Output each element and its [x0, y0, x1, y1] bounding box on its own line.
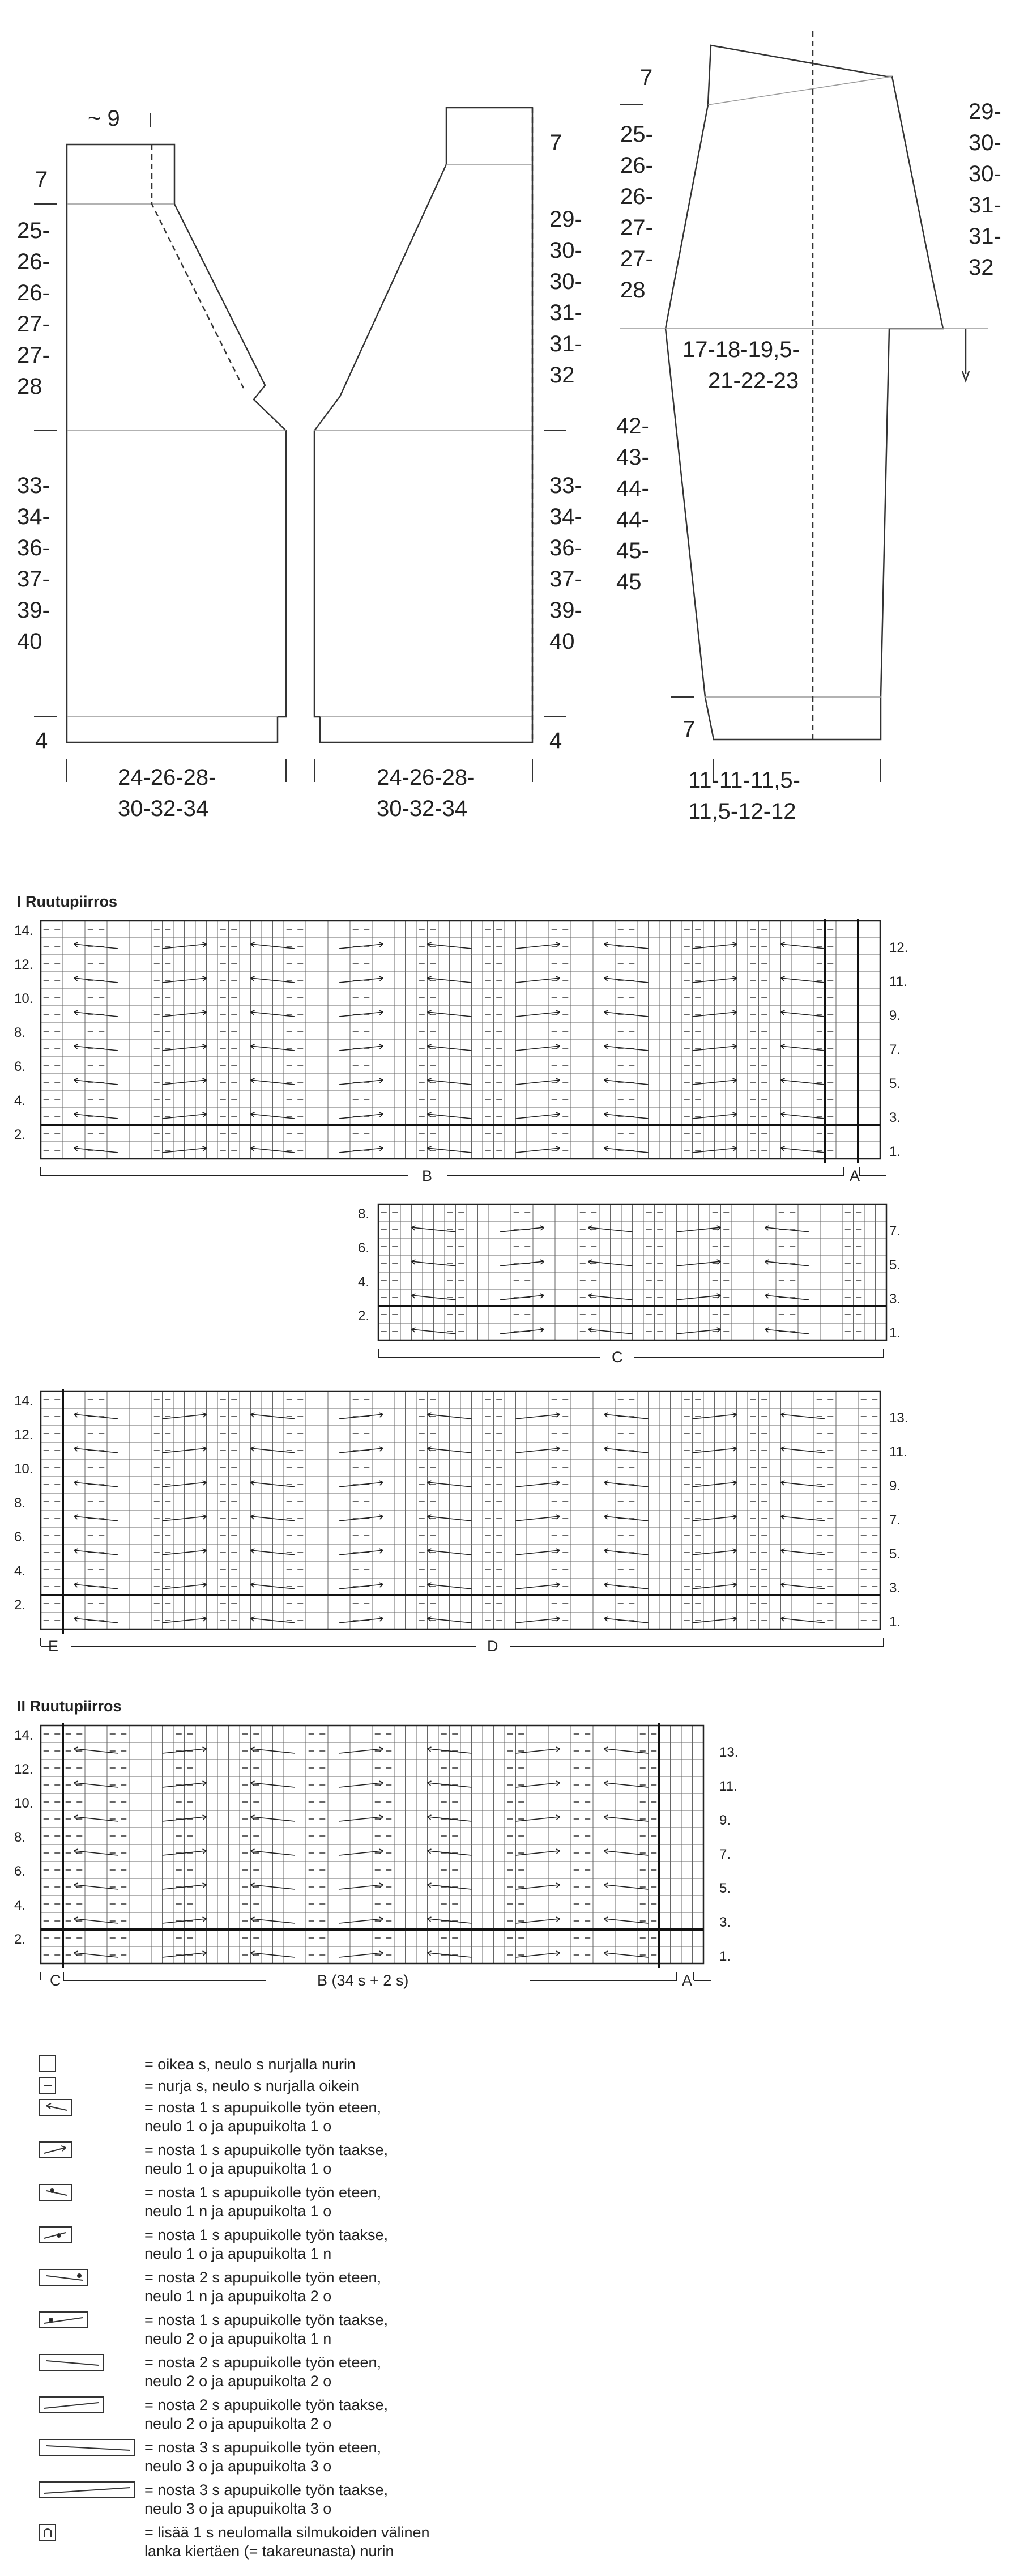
svg-text:2.: 2.	[14, 1932, 26, 1947]
chart1-section-b: B	[422, 1167, 433, 1184]
svg-text:31-: 31-	[969, 193, 1001, 218]
svg-text:37-: 37-	[17, 567, 50, 592]
front-armhole-label	[17, 218, 50, 399]
sleeve-cap-top: 7	[640, 65, 653, 90]
chart2-section-b: B (34 s + 2 s)	[317, 1972, 409, 1989]
svg-text:11.: 11.	[719, 1779, 737, 1794]
svg-text:4.: 4.	[14, 1563, 26, 1579]
svg-text:4.: 4.	[14, 1093, 26, 1108]
back-width-2: 30-32-34	[377, 796, 468, 821]
svg-text:14.: 14.	[14, 1393, 33, 1409]
front-width-2: 30-32-34	[118, 796, 209, 821]
chart2-left-row-numbers	[14, 1728, 33, 1947]
svg-text:12.: 12.	[889, 940, 908, 955]
cable-1-front-icon	[40, 2099, 71, 2115]
svg-text:25-: 25-	[17, 218, 50, 243]
svg-text:28: 28	[17, 374, 42, 399]
svg-text:30-: 30-	[549, 238, 582, 263]
cable-2-front-icon	[40, 2354, 103, 2370]
svg-text:4.: 4.	[358, 1274, 370, 1290]
svg-text:32: 32	[969, 255, 994, 280]
legend-text-11: = nosta 3 s apupuikolle työn eteen, neulo 3 o ja apupuikolta 3 o	[144, 2439, 382, 2475]
increase-n-icon	[40, 2524, 56, 2540]
purl-dash-icon	[40, 2077, 56, 2093]
sleeve-cuff-width-1: 11-11-11,5-	[688, 768, 800, 793]
chart2-section-a: A	[682, 1972, 693, 1989]
svg-text:1.: 1.	[889, 1614, 901, 1630]
chart1d-right-row-numbers	[889, 1410, 908, 1630]
svg-text:14.: 14.	[14, 1728, 33, 1743]
front-body-length-label	[17, 473, 50, 654]
svg-text:14.: 14.	[14, 923, 33, 938]
svg-text:7.: 7.	[719, 1847, 731, 1862]
chart1c-left-row-numbers	[358, 1206, 369, 1324]
sleeve-upper-width-1: 17-18-19,5-	[682, 337, 800, 362]
svg-text:8.: 8.	[14, 1025, 26, 1040]
svg-text:39-: 39-	[17, 598, 50, 623]
svg-text:6.: 6.	[14, 1529, 26, 1545]
svg-text:33-: 33-	[549, 473, 582, 498]
svg-text:1.: 1.	[719, 1949, 731, 1964]
legend-text-4: = nosta 1 s apupuikolle työn taakse, neulo 1 o ja apupuikolta 1 o	[144, 2141, 389, 2177]
svg-text:28: 28	[620, 278, 646, 303]
svg-text:12.: 12.	[14, 957, 33, 972]
svg-text:6.: 6.	[14, 1059, 26, 1074]
sleeve-cap-left-label	[620, 122, 653, 303]
svg-text:13.: 13.	[719, 1745, 739, 1760]
svg-text:9.: 9.	[889, 1008, 901, 1023]
cable-2-back-icon	[40, 2397, 103, 2413]
svg-text:30-: 30-	[549, 269, 582, 294]
svg-text:32: 32	[549, 363, 575, 388]
svg-text:27-: 27-	[620, 246, 653, 271]
svg-text:25-: 25-	[620, 122, 653, 147]
legend-text-7: = nosta 2 s apupuikolle työn eteen, neulo 1 n ja apupuikolta 2 o	[144, 2269, 382, 2305]
legend-icons	[40, 2056, 135, 2540]
svg-text:30-: 30-	[969, 130, 1001, 155]
front-rib-height: 4	[35, 728, 48, 753]
chart1d-section-d: D	[487, 1638, 498, 1655]
svg-text:30-: 30-	[969, 161, 1001, 186]
chart1-section-a: A	[850, 1167, 860, 1184]
svg-text:9.: 9.	[719, 1813, 731, 1828]
svg-text:37-: 37-	[549, 567, 582, 592]
svg-text:40: 40	[17, 629, 42, 654]
svg-text:6.: 6.	[14, 1864, 26, 1879]
svg-text:26-: 26-	[17, 280, 50, 305]
front-shoulder: 7	[35, 167, 48, 192]
svg-text:42-: 42-	[616, 414, 649, 439]
chart1c-right-row-numbers	[889, 1223, 901, 1341]
chart1d-grid	[41, 1389, 880, 1634]
chart1-title: I Ruutupiirros	[17, 893, 117, 910]
svg-text:8.: 8.	[358, 1206, 370, 1222]
svg-text:12.: 12.	[14, 1762, 33, 1777]
svg-text:7.: 7.	[889, 1223, 901, 1239]
svg-text:7.: 7.	[889, 1042, 901, 1057]
svg-text:10.: 10.	[14, 1796, 33, 1811]
svg-text:5.: 5.	[889, 1076, 901, 1091]
svg-text:26-: 26-	[17, 249, 50, 274]
back-armhole-label	[549, 207, 582, 388]
cable-1-back-purl-icon	[40, 2227, 71, 2243]
svg-text:4.: 4.	[14, 1898, 26, 1913]
svg-text:1.: 1.	[889, 1325, 901, 1341]
svg-text:26-: 26-	[620, 184, 653, 209]
legend-text-13: = lisää 1 s neulomalla silmukoiden välinen lanka kiertäen (= takareunasta) nurin	[144, 2524, 430, 2560]
svg-text:3.: 3.	[889, 1291, 901, 1307]
cable-2-front-purl-icon	[40, 2269, 87, 2285]
svg-text:36-: 36-	[17, 535, 50, 560]
chart1-grid	[41, 919, 880, 1163]
svg-text:9.: 9.	[889, 1478, 901, 1494]
legend-text-5: = nosta 1 s apupuikolle työn eteen, neulo 1 n ja apupuikolta 1 o	[144, 2184, 382, 2220]
svg-text:5.: 5.	[719, 1881, 731, 1896]
svg-text:3.: 3.	[889, 1110, 901, 1125]
svg-text:5.: 5.	[889, 1257, 901, 1273]
svg-text:10.: 10.	[14, 1461, 33, 1477]
svg-text:29-: 29-	[969, 99, 1001, 124]
svg-text:34-: 34-	[549, 504, 582, 529]
chart1c-section-bracket	[378, 1349, 884, 1357]
chart1c-grid	[378, 1204, 886, 1340]
chart2-title: II Ruutupiirros	[17, 1698, 122, 1715]
svg-text:27-: 27-	[17, 343, 50, 368]
chart1d-left-row-numbers	[14, 1393, 33, 1613]
svg-text:36-: 36-	[549, 535, 582, 560]
svg-text:45-: 45-	[616, 538, 649, 563]
svg-text:44-: 44-	[616, 476, 649, 501]
legend-text-9: = nosta 2 s apupuikolle työn eteen, neulo 2 o ja apupuikolta 2 o	[144, 2354, 382, 2390]
front-width-1: 24-26-28-	[118, 765, 216, 790]
svg-text:10.: 10.	[14, 991, 33, 1006]
legend-text-3: = nosta 1 s apupuikolle työn eteen, neulo 1 o ja apupuikolta 1 o	[144, 2099, 382, 2135]
legend-text-10: = nosta 2 s apupuikolle työn taakse, neulo 2 o ja apupuikolta 2 o	[144, 2396, 389, 2432]
chart1-right-row-numbers	[889, 940, 908, 1159]
chart1d-section-e: E	[48, 1638, 59, 1655]
svg-text:29-: 29-	[549, 207, 582, 232]
svg-text:12.: 12.	[14, 1427, 33, 1443]
cable-1-front-purl-icon	[40, 2184, 71, 2200]
chart2-right-row-numbers	[719, 1745, 738, 1964]
svg-text:7.: 7.	[889, 1512, 901, 1528]
legend-text-2: = nurja s, neulo s nurjalla oikein	[144, 2077, 359, 2094]
svg-text:8.: 8.	[14, 1830, 26, 1845]
chart2-section-c: C	[50, 1972, 61, 1989]
svg-text:26-: 26-	[620, 153, 653, 178]
cable-2-back-purl-icon	[40, 2312, 87, 2328]
sleeve-cap-right-label	[969, 99, 1001, 280]
svg-text:44-: 44-	[616, 507, 649, 532]
svg-text:2.: 2.	[14, 1597, 26, 1613]
sleeve-upper-width-2: 21-22-23	[708, 368, 799, 393]
chart1c-section-c: C	[612, 1349, 623, 1366]
legend-text-6: = nosta 1 s apupuikolle työn taakse, neulo 1 o ja apupuikolta 1 n	[144, 2226, 389, 2262]
chart1-left-row-numbers	[14, 923, 33, 1142]
svg-text:8.: 8.	[14, 1495, 26, 1511]
legend-text-12: = nosta 3 s apupuikolle työn taakse, neulo 3 o ja apupuikolta 3 o	[144, 2481, 389, 2517]
svg-text:27-: 27-	[620, 215, 653, 240]
sleeve-schematic	[620, 31, 988, 742]
svg-text:3.: 3.	[719, 1915, 731, 1930]
svg-text:13.: 13.	[889, 1410, 908, 1426]
back-width-1: 24-26-28-	[377, 765, 475, 790]
svg-text:31-: 31-	[549, 331, 582, 356]
chart2-grid	[41, 1723, 703, 1968]
svg-text:2.: 2.	[14, 1127, 26, 1142]
svg-text:43-: 43-	[616, 445, 649, 470]
svg-text:6.: 6.	[358, 1240, 370, 1256]
legend-text-1: = oikea s, neulo s nurjalla nurin	[144, 2056, 356, 2073]
svg-text:5.: 5.	[889, 1546, 901, 1562]
back-body-length-label	[549, 473, 582, 654]
chart1-section-brackets	[41, 1167, 886, 1176]
back-shoulder: 7	[549, 130, 562, 155]
cable-1-back-icon	[40, 2142, 71, 2158]
svg-text:2.: 2.	[358, 1308, 370, 1324]
front-piece-schematic	[67, 108, 532, 742]
cable-3-front-icon	[40, 2439, 135, 2455]
svg-text:31-: 31-	[969, 224, 1001, 249]
svg-text:45: 45	[616, 569, 642, 594]
svg-text:27-: 27-	[17, 312, 50, 337]
svg-text:11.: 11.	[889, 974, 907, 989]
svg-text:40: 40	[549, 629, 575, 654]
svg-text:11.: 11.	[889, 1444, 907, 1460]
svg-text:34-: 34-	[17, 504, 50, 529]
svg-text:39-: 39-	[549, 598, 582, 623]
svg-text:1.: 1.	[889, 1144, 901, 1159]
sleeve-cuff-height: 7	[682, 717, 696, 742]
sleeve-cuff-width-2: 11,5-12-12	[688, 799, 796, 824]
svg-text:31-: 31-	[549, 300, 582, 325]
back-rib-height: 4	[549, 728, 562, 753]
legend-text-8: = nosta 1 s apupuikolle työn taakse, neulo 2 o ja apupuikolta 1 n	[144, 2311, 389, 2347]
svg-text:3.: 3.	[889, 1580, 901, 1596]
chart1d-section-brackets	[41, 1638, 884, 1646]
measurement-ticks	[34, 105, 881, 782]
front-top-width: ~ 9	[88, 106, 120, 131]
cable-3-back-icon	[40, 2482, 135, 2498]
empty-square-icon	[40, 2056, 56, 2072]
sleeve-length-label	[616, 414, 649, 594]
svg-text:33-: 33-	[17, 473, 50, 498]
